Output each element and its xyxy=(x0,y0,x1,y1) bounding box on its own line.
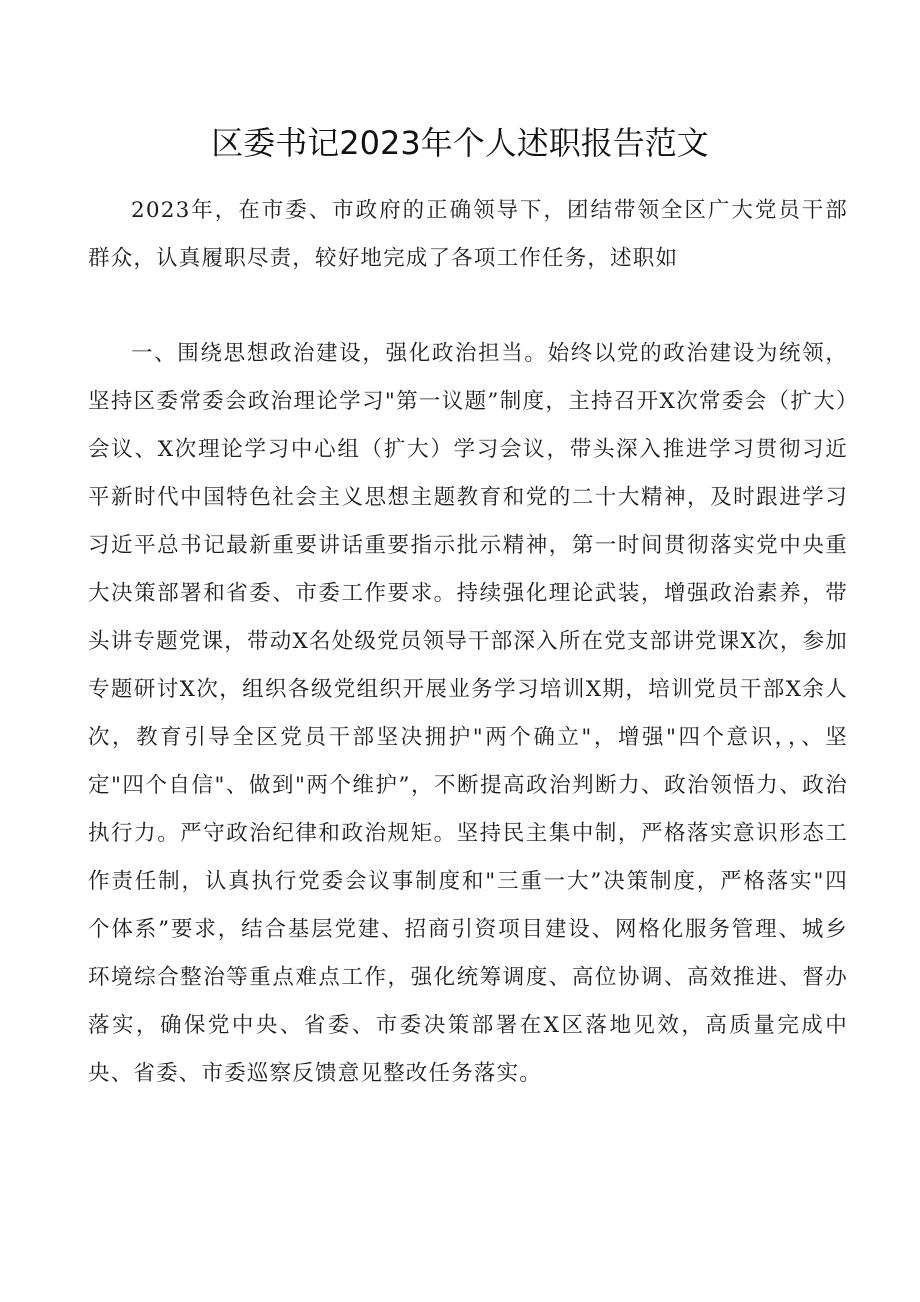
section-one-paragraph: 一、围绕思想政治建设，强化政治担当。始终以党的政治建设为统领，坚持区委常委会政治理论学习"第一议题”制度，主持召开X次常委会（扩大）会议、X次理论学习中心组（扩大）学习会议，带头深入推进学习贯彻习近平新时代中国特色社会主义思想主题教育和党的二十大精神，及时跟进学习习近平总书记最新重要讲话重要指示批示精神，第一时间贯彻落实党中央重大决策部署和省委、市委工作要求。持续强化理论武装，增强政治素养，带头讲专题党课，带动X名处级党员领导干部深入所在党支部讲党课X次，参加专题研讨X次，组织各级党组织开展业务学习培训X期，培训党员干部X余人次，教育引导全区党员干部坚决拥护"两个确立"，增强"四个意识，，、坚定"四个自信"、做到"两个维护”，不断提高政治判断力、政治领悟力、政治执行力。严守政治纪律和政治规矩。坚持民主集中制，严格落实意识形态工作责任制，认真执行党委会议事制度和"三重一大”决策制度，严格落实"四个体系”要求，结合基层党建、招商引资项目建设、网格化服务管理、城乡环境综合整治等重点难点工作，强化统筹调度、高位协调、高效推进、督办落实，确保党中央、省委、市委决策部署在X区落地见效，高质量完成中央、省委、市委巡察反馈意见整改任务落实。 xyxy=(88,341,848,1086)
intro-paragraph: 2023年，在市委、市政府的正确领导下，团结带领全区广大党员干部群众，认真履职尽责，较好地完成了各项工作任务，述职如 xyxy=(88,198,848,271)
document-title: 区委书记2023年个人述职报告范文 xyxy=(211,124,709,162)
